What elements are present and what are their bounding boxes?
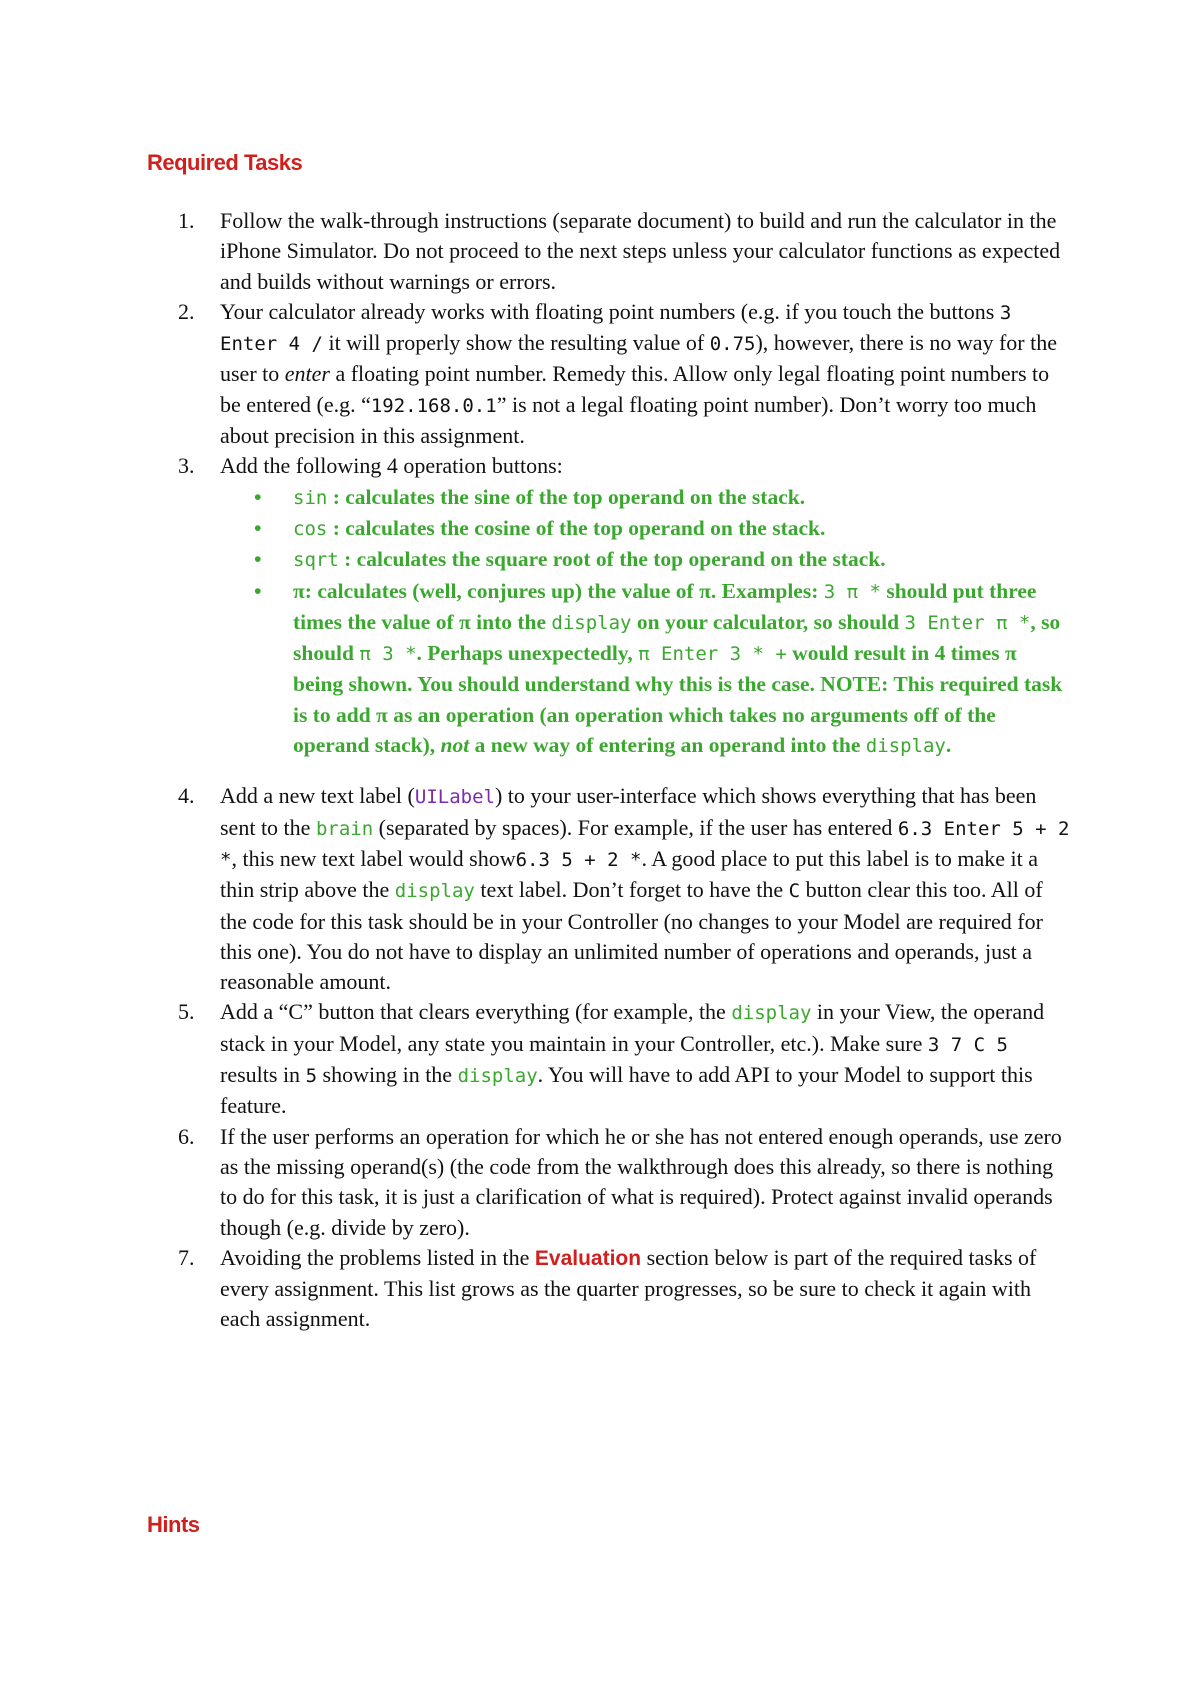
operation-text: : calculates the cosine of the top operand on the stack. (327, 515, 826, 540)
task-text: . A good place to put this label is to make it a thin strip above the (220, 845, 1038, 903)
task-item-6 (178, 1122, 1070, 1243)
task-text: ) to your user-interface which shows everything that has been sent to the (220, 783, 1037, 840)
emphasis-text: not (440, 733, 470, 758)
bullet-icon: • (254, 547, 262, 572)
task-text: in your View, the operand stack in your Model, any state you maintain in your Controller, etc.). Make sure (220, 999, 1045, 1056)
task-text: Avoiding the problems listed in the (220, 1244, 535, 1270)
task-text: results in (220, 1062, 306, 1088)
task-text: . You will have to add API to your Model to support this feature. (220, 1062, 1033, 1119)
required-tasks-heading: Required Tasks (147, 150, 303, 175)
task-number: 5. (178, 999, 195, 1025)
operation-item-sin (220, 482, 1070, 513)
task-item-2 (178, 297, 1070, 451)
code-snippet: display (394, 880, 475, 903)
task-text: Add a new text label ( (220, 783, 415, 809)
code-snippet: display (551, 611, 632, 634)
operation-list (220, 482, 1070, 762)
task-number: 4. (178, 783, 195, 809)
task-item-1 (178, 206, 1070, 297)
code-snippet: display (731, 1002, 812, 1025)
evaluation-link: Evaluation (534, 1246, 642, 1270)
task-text: (separated by spaces). For example, if the user has entered (373, 814, 898, 840)
code-snippet: brain (315, 817, 374, 840)
operation-text: , so should (293, 609, 1061, 666)
task-item-4 (178, 781, 1070, 997)
task-list (178, 206, 1070, 1335)
task-item-5 (178, 997, 1070, 1121)
task-text: it will properly show the resulting value of (322, 330, 710, 356)
operation-text: should put three times the value of π into the (293, 578, 1037, 634)
code-snippet: 5 (305, 1065, 318, 1088)
task-item-7 (178, 1243, 1070, 1335)
operation-item-sqrt (220, 544, 1070, 575)
code-snippet: 192.168.0.1 (370, 394, 497, 417)
task-number: 7. (178, 1244, 195, 1270)
code-snippet: cos (293, 517, 328, 540)
operation-text: would result in 4 times π being shown. You should understand why this is the case. NOTE: This required task is to add π as an operation (an operation which takes no arguments off of the operand stack), (293, 641, 1063, 758)
bullet-icon: • (254, 515, 262, 540)
code-snippet: display (457, 1065, 538, 1088)
code-snippet: sqrt (293, 549, 339, 572)
operation-text: π: calculates (well, conjures up) the value of π. Examples: (293, 578, 824, 603)
task-number: 3. (178, 453, 195, 479)
task-text: , this new text label would show (231, 845, 516, 871)
operation-text: on your calculator, so should (631, 609, 905, 634)
operation-item-cos (220, 513, 1070, 544)
code-snippet: 3 Enter π * (904, 611, 1031, 634)
task-text: showing in the (317, 1062, 458, 1088)
operation-text: a new way of entering an operand into the (469, 733, 866, 758)
task-text: Follow the walk-through instructions (separate document) to build and run the calculator in the iPhone Simulator. Do not proceed to the next steps unless your calculator functions as expected and builds without warnings or errors. (220, 208, 1061, 294)
bullet-icon: • (254, 578, 262, 603)
operation-item-pi (220, 576, 1070, 762)
code-snippet: 3 Enter 4 / (220, 301, 1012, 356)
task-text: Add a “C” button that clears everything (for example, the (220, 999, 732, 1025)
emphasis-text: enter (284, 361, 330, 387)
code-snippet: sin (293, 486, 328, 509)
task-number: 2. (178, 298, 195, 324)
code-snippet: display (865, 735, 946, 758)
task-number: 1. (178, 208, 195, 233)
task-text: Your calculator already works with floating point numbers (e.g. if you touch the buttons (220, 298, 1000, 324)
operation-text: . (945, 733, 952, 758)
task-text: a floating point number. Remedy this. Allow only legal floating point numbers to be entered (e.g. “ (220, 361, 1050, 417)
code-snippet: π Enter 3 * + (638, 643, 787, 666)
code-snippet: C (788, 880, 801, 903)
task-text: text label. Don’t forget to have the (474, 877, 789, 903)
bullet-icon: • (254, 484, 262, 509)
code-snippet: 6.3 Enter 5 + 2 * (220, 817, 1070, 871)
code-snippet: UILabel (414, 786, 495, 809)
code-snippet: 3 π * (823, 580, 881, 603)
operation-text: : calculates the square root of the top operand on the stack. (338, 547, 886, 572)
operation-text: . Perhaps unexpectedly, (416, 641, 639, 666)
task-text: ), however, there is no way for the user to (220, 330, 1057, 387)
task-text: section below is part of the required tasks of every assignment. This list grows as the quarter progresses, so be sure to check it again with each assignment. (220, 1244, 1037, 1332)
task-item-3 (178, 451, 1070, 761)
code-snippet: 3 7 C 5 (927, 1033, 1008, 1056)
hints-heading: Hints (147, 1512, 200, 1537)
task-text: Add the following 4 operation buttons: (220, 453, 563, 479)
code-snippet: 0.75 (709, 333, 756, 356)
task-text: If the user performs an operation for which he or she has not entered enough operands, use zero as the missing operand(s) (the code from the walkthrough does this already, so there is nothing to do for this task, it is just a clarification of what is required). Protect against invalid operands though (e.g. divide by zero). (220, 1123, 1062, 1240)
operation-text: : calculates the sine of the top operand on the stack. (327, 484, 806, 509)
task-text: ” is not a legal floating point number). Don’t worry too much about precision in this assignment. (220, 391, 1037, 449)
code-snippet: π 3 * (359, 643, 417, 666)
task-text: button clear this too. All of the code for this task should be in your Controller (no changes to your Model are required for this one). You do not have to display an unlimited number of operations and operands, just a reasonable amount. (220, 877, 1043, 995)
code-snippet: 6.3 5 + 2 * (515, 848, 642, 871)
task-number: 6. (178, 1123, 195, 1149)
